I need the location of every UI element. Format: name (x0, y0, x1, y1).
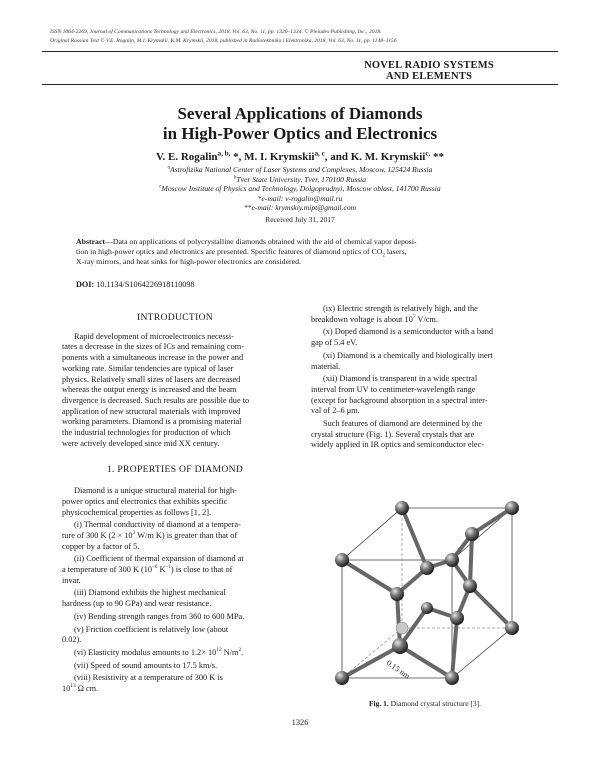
doi-label: DOI: (76, 280, 95, 289)
properties-intro-paragraph (62, 486, 288, 518)
property-v (62, 625, 288, 646)
journal-header-line2: Original Russian Text © V.E. Rogalin, M.I. Krymskii, K.M. Krymskii, 2018, published in Radiotekhnika i Elektronika, 2018, Vol. 63, No. 11, pp. 1148–1156. (50, 38, 399, 44)
doi-value: 10.1134/S1064226918110098 (94, 280, 195, 289)
email-1: *e-mail: v-rogalin@mail.ru (257, 193, 343, 203)
text-line: (iii) Diamond exhibits the highest mechanical (74, 588, 226, 598)
author-3-star: ** (430, 151, 445, 163)
atomic-bonds (342, 508, 512, 678)
text-line: whereas the output energy is increased and the beam (62, 385, 237, 395)
affiliations (50, 165, 550, 213)
property-iv: (iv) Bending strength ranges from 360 to 600 MPa. (74, 611, 245, 621)
email-2: **e-mail: krymskiy.mipt@gmail.com (243, 203, 357, 212)
author-list (50, 151, 550, 163)
received-date: Received July 31, 2017 (265, 215, 335, 224)
crystal-structure-paragraph (311, 419, 539, 451)
author-separator: , and (324, 151, 351, 163)
property-ii: (ii) Coefficient of thermal expansion of diamond at a temperature of 300 K ($10^{-6}$ $K^{-1}$) is close to that of invar. (62, 554, 244, 585)
section-heading-line1: NOVEL RADIO SYSTEMS (364, 60, 494, 71)
text-line: 0.02). (62, 635, 82, 645)
property-vii: (vii) Speed of sound amounts to 17.5 km/s. (74, 660, 218, 670)
author-1: V. E. Rogalin (155, 151, 218, 163)
affiliation-b: $^b$Tver State University, Tver, 170100 Russia (233, 174, 367, 184)
text-line: interval from UV to centimeter-wavelength range (311, 384, 476, 394)
left-column (62, 313, 288, 695)
figure-caption (311, 699, 539, 708)
text-line: (x) Doped diamond is a semiconductor with a band (323, 327, 494, 337)
text-line: Rapid development of microelectronics necessi- (74, 331, 234, 341)
author-2-affil: a, c (314, 149, 325, 158)
author-2: M. I. Krymskii (244, 151, 315, 163)
author-1-star: *, (230, 151, 245, 163)
affiliation-a: $^a$Astrofizika National Center of Laser Systems and Complexes, Moscow, 125424 Russia (167, 165, 433, 174)
author-1-affil: a, b, (217, 149, 231, 158)
text-line: divergence is decreased. Such results are possible due to (62, 395, 250, 405)
property-x (311, 327, 539, 348)
property-viii: (viii) Resistivity at a temperature of 300 K is $10^{13}$ Ω cm. (62, 673, 223, 694)
text-line: were actively developed since mid XX century. (62, 438, 220, 448)
page-number: 1326 (291, 718, 309, 727)
property-i: (i) Thermal conductivity of diamond at a tempera- ture of 300 K ($2 \times 10^3$ W/m K) is greater than that of copper by a factor of 5. (62, 520, 241, 551)
introduction-paragraph (62, 332, 288, 450)
right-column (311, 304, 539, 451)
cube-edges (342, 508, 512, 678)
doi (76, 280, 195, 289)
text-line: material. (311, 361, 341, 371)
text-line: (v) Friction coefficient is relatively low (about (74, 624, 229, 634)
text-line: (xii) Diamond is transparent in a wide spectral (323, 374, 478, 384)
affiliation-c: $^c$Moscow Institute of Physics and Technology, Dolgoprudnyi, Moscow oblast, 141700 Russia (159, 184, 441, 193)
property-vi: (vi) Elasticity modulus amounts to $1.2\times 10^{12}$ $N/m^2$. (74, 647, 244, 657)
text-line: Such features of diamond are determined by the (323, 419, 483, 429)
paper-title-line2: in High-Power Optics and Electronics (162, 124, 438, 143)
author-3-affil: c, (425, 149, 431, 158)
figure-caption-label: Fig. 1. (368, 699, 389, 708)
text-line: val of 2–6 μm. (311, 406, 360, 416)
properties-heading: 1. PROPERTIES OF DIAMOND (106, 464, 244, 476)
text-line: (xi) Diamond is a chemically and biologically inert (323, 350, 493, 360)
abstract: Abstract—Data on applications of polycrystalline diamonds obtained with the aid of chemical vapor deposi- tion in high-power optics and electronics are presented. Specific features of diamond optics of $CO_2$ lasers, X-ray mirrors, and heat sinks for high-power electronics are considered. (76, 237, 417, 267)
text-line: working parameters. Diamond is a promising material (62, 417, 242, 427)
text-line: power optics and electronics that exhibits specific (62, 496, 228, 506)
text-line: the industrial technologies for production of which (62, 428, 231, 438)
text-line: ponents with a simultaneous increase in the power and (62, 353, 244, 363)
text-line: hardness (up to 90 GPa) and wear resistance. (62, 599, 212, 609)
author-3: K. M. Krymskii (350, 151, 426, 163)
text-line: widely applied in IR optics and semiconductor elec- (311, 440, 485, 450)
bond-length-label: 0.15 nm (384, 658, 412, 681)
header-rule (42, 51, 558, 52)
property-iii (62, 588, 288, 609)
text-line: physics. Relatively small sizes of lasers are decreased (62, 374, 241, 384)
text-line: gap of 5.4 eV. (311, 338, 358, 348)
text-line: physicochemical properties as follows [1, 2]. (62, 507, 212, 517)
diamond-crystal-figure (322, 468, 540, 693)
paper-title-line1: Several Applications of Diamonds (177, 104, 423, 123)
journal-header-line1: ISSN 1064-2269, Journal of Communications Technology and Electronics, 2018, Vol. 63, No. 11, pp. 1326–1334. © Pleiades Publishing, Inc., 2018. (50, 29, 382, 35)
text-line: crystal structure (Fig. 1). Several crystals that are (311, 429, 475, 439)
section-heading-line2: AND ELEMENTS (385, 71, 473, 82)
property-xi (311, 351, 539, 372)
abstract-label: Abstract (76, 237, 106, 246)
text-line: working rate. Similar tendencies are typical of laser (62, 363, 234, 373)
carbon-atoms (335, 501, 519, 685)
text-line: application of new structural materials with improved (62, 406, 241, 416)
section-rule (42, 84, 558, 85)
introduction-heading: INTRODUCTION (136, 312, 214, 323)
text-line: Diamond is a unique structural material for high- (74, 486, 237, 496)
property-ix: (ix) Electric strength is relatively high, and the breakdown voltage is about $10^7$ V/cm. (311, 304, 478, 324)
text-line: tates a decrease in the sizes of ICs and remaining com- (62, 342, 245, 352)
property-xii (311, 374, 539, 417)
figure-caption-text: Diamond crystal structure [3]. (388, 699, 482, 708)
text-line: (except for background absorption in a spectral inter- (311, 395, 488, 405)
